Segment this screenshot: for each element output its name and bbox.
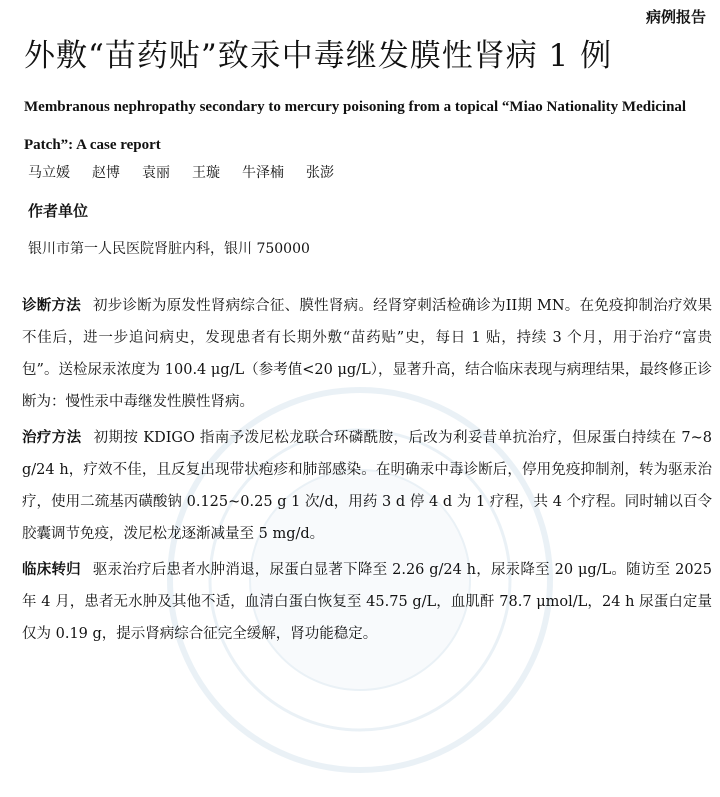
section-outcome bbox=[22, 554, 712, 650]
author-name: 牛泽楠 bbox=[242, 165, 284, 181]
section-diagnosis bbox=[22, 290, 712, 418]
section-heading: 治疗方法 bbox=[22, 430, 82, 446]
affiliation-heading: 作者单位 bbox=[28, 202, 89, 220]
section-heading: 临床转归 bbox=[22, 562, 81, 578]
author-name: 袁丽 bbox=[142, 165, 170, 181]
section-treatment bbox=[22, 422, 712, 550]
author-name: 赵博 bbox=[92, 165, 120, 181]
article-category-label: 病例报告 bbox=[645, 8, 706, 26]
author-name: 王璇 bbox=[192, 165, 220, 181]
section-heading: 诊断方法 bbox=[22, 298, 81, 314]
article-title-english: Membranous nephropathy secondary to mercury poisoning from a topical “Miao Nationality Medicinal Patch”: A case report bbox=[24, 99, 687, 153]
affiliation-text: 银川市第一人民医院肾脏内科，银川 750000 bbox=[28, 241, 310, 257]
section-text: 驱汞治疗后患者水肿消退，尿蛋白显著下降至 2.26 g/24 h，尿汞降至 20 μg/L。随访至 2025 年 4 月，患者无水肿及其他不适，血清白蛋白恢复至 45.75 g/L，血肌酐 78.7 μmol/L，24 h 尿蛋白定量仅为 0.19 g，提示肾病综合征完全缓解，肾功能稳定。 bbox=[22, 562, 713, 642]
author-name: 马立媛 bbox=[28, 165, 70, 181]
author-name: 张澎 bbox=[306, 165, 334, 181]
article-body bbox=[22, 290, 712, 654]
article-title: 外敷“苗药贴”致汞中毒继发膜性肾病 1 例 bbox=[24, 38, 613, 74]
section-text: 初期按 KDIGO 指南予泼尼松龙联合环磷酰胺，后改为利妥昔单抗治疗，但尿蛋白持续在 7~8 g/24 h，疗效不佳，且反复出现带状疱疹和肺部感染。在明确汞中毒诊断后，停用免疫抑制剂，转为驱汞治疗，使用二巯基丙磺酸钠 0.125~0.25 g 1 次/d，用药 3 d 停 4 d 为 1 疗程，共 4 个疗程。同时辅以百令胶囊调节免疫，泼尼松龙逐渐减量至 5 mg/d。 bbox=[22, 430, 712, 542]
section-text: 初步诊断为原发性肾病综合征、膜性肾病。经肾穿刺活检确诊为II期 MN。在免疫抑制治疗效果不佳后，进一步追问病史，发现患者有长期外敷“苗药贴”史，每日 1 贴，持续 3 个月，用于治疗“富贵包”。送检尿汞浓度为 100.4 μg/L（参考值<20 μg/L），显著升高，结合临床表现与病理结果，最终修正诊断为：慢性汞中毒继发性膜性肾病。 bbox=[22, 298, 712, 410]
author-list bbox=[28, 162, 334, 182]
